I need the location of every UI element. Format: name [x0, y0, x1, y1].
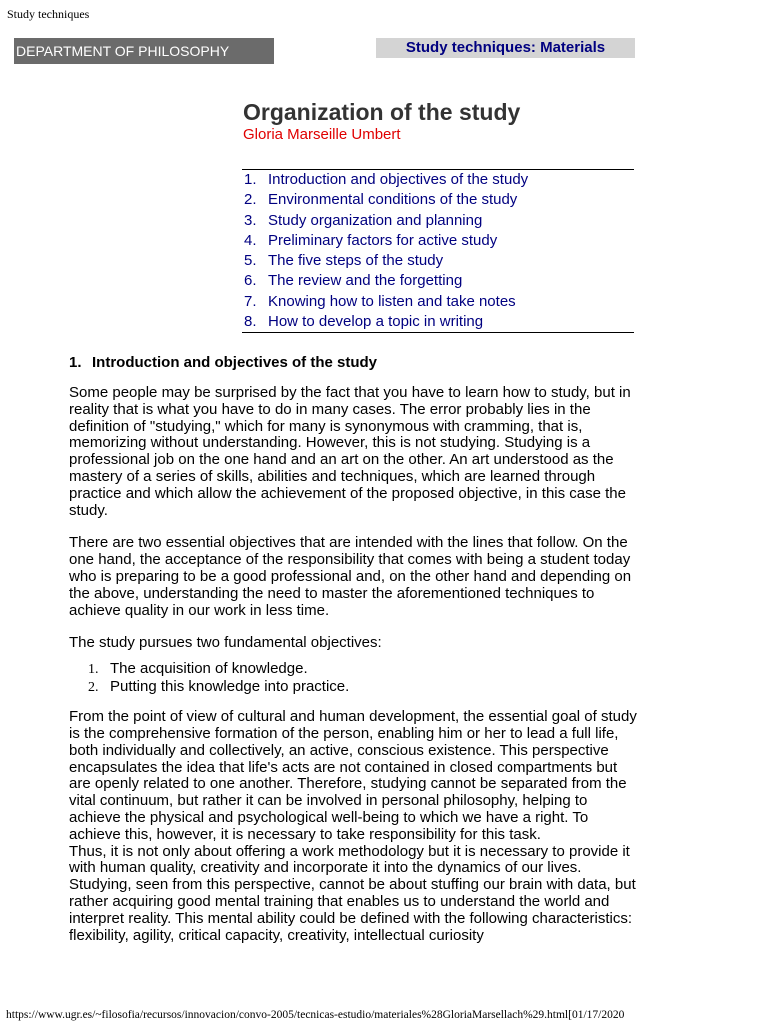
toc-link-label[interactable]: Study organization and planning — [268, 211, 483, 229]
list-number: 1. — [88, 662, 99, 678]
section-title: Introduction and objectives of the study — [92, 354, 378, 371]
toc-number: 3. — [244, 211, 257, 229]
list-item — [88, 660, 639, 678]
list-item-text: Putting this knowledge into practice. — [110, 677, 350, 695]
toc-item-2[interactable] — [242, 190, 634, 210]
table-of-contents — [242, 169, 634, 333]
department-banner[interactable]: DEPARTMENT OF PHILOSOPHY — [14, 38, 274, 64]
materials-banner[interactable]: Study techniques: Materials — [376, 38, 635, 58]
toc-number: 8. — [244, 313, 257, 331]
print-footer-url: https://www.ugr.es/~filosofia/recursos/innovacion/convo-2005/tecnicas-estudio/materiales%28GloriaMarsellach%29.html[01/17/2020 — [6, 1009, 625, 1021]
toc-number: 6. — [244, 272, 257, 290]
toc-item-3[interactable] — [242, 211, 634, 231]
paragraph: There are two essential objectives that are intended with the lines that follow. On the one hand, the acceptance of the responsibility that comes with being a student today who is preparing to be a good professional and, on the other hand and depending on the above, understanding the need to master the aforementioned techniques to achieve quality in our work in less time. — [69, 534, 632, 619]
toc-number: 4. — [244, 231, 257, 249]
author-name: Gloria Marseille Umbert — [243, 126, 401, 143]
list-item — [88, 678, 639, 696]
toc-item-7[interactable] — [242, 292, 634, 312]
toc-number: 1. — [244, 171, 257, 188]
section-number: 1. — [69, 354, 82, 371]
toc-link-label[interactable]: Introduction and objectives of the study — [268, 171, 529, 188]
objectives-list — [69, 660, 639, 695]
toc-link-label[interactable]: Preliminary factors for active study — [268, 231, 498, 249]
page-title: Organization of the study — [243, 99, 521, 125]
toc-number: 2. — [244, 191, 257, 209]
section-heading — [69, 354, 639, 372]
paragraph: The study pursues two fundamental objectives: — [69, 634, 382, 652]
toc-link-label[interactable]: Environmental conditions of the study — [268, 191, 518, 209]
toc-item-6[interactable] — [242, 271, 634, 291]
toc-item-8[interactable] — [242, 312, 634, 332]
toc-number: 7. — [244, 292, 257, 310]
toc-item-4[interactable] — [242, 231, 634, 251]
list-item-text: The acquisition of knowledge. — [110, 660, 308, 678]
main-content — [69, 354, 639, 960]
paragraph: Some people may be surprised by the fact that you have to learn how to study, but in reality that is what you have to do in many cases. The error probably lies in the definition of "studying," which for many is synonymous with cramming, that is, memorizing without understanding. However, this is not studying. Studying is a professional job on the one hand and an art on the other. An art understood as the mastery of a series of skills, abilities and techniques, which are learned through practice and which allow the achievement of the proposed objective, in this case the study. — [69, 384, 631, 519]
toc-item-5[interactable] — [242, 251, 634, 271]
toc-link-label[interactable]: The review and the forgetting — [268, 272, 463, 290]
paragraph: Thus, it is not only about offering a work methodology but it is necessary to provide it with human quality, creativity and incorporate it into the dynamics of our lives. Studying, seen from this perspective, cannot be about stuffing our brain with data, but rather acquiring good mental training that enables us to understand the world and interpret reality. This mental ability could be defined with the following characteristics: flexibility, agility, critical capacity, creativity, intellectual curiosity — [69, 842, 636, 944]
toc-number: 5. — [244, 252, 257, 270]
toc-link-label[interactable]: How to develop a topic in writing — [268, 313, 484, 331]
toc-item-1[interactable] — [242, 170, 634, 190]
list-number: 2. — [88, 679, 99, 695]
paragraph: From the point of view of cultural and human development, the essential goal of study is the comprehensive formation of the person, enabling him or her to lead a full life, both individually and collectively, an active, conscious existence. This perspective encapsulates the idea that life's acts are not contained in closed compartments but are openly related to one another. Therefore, studying cannot be separated from the vital continuum, but rather it can be involved in personal philosophy, helping to achieve the physical and psychological well-being to which we have a right. To achieve this, however, it is necessary to take responsibility for this task. — [69, 708, 637, 843]
toc-link-label[interactable]: Knowing how to listen and take notes — [268, 292, 516, 310]
toc-link-label[interactable]: The five steps of the study — [268, 252, 444, 270]
print-header: Study techniques — [7, 7, 90, 21]
